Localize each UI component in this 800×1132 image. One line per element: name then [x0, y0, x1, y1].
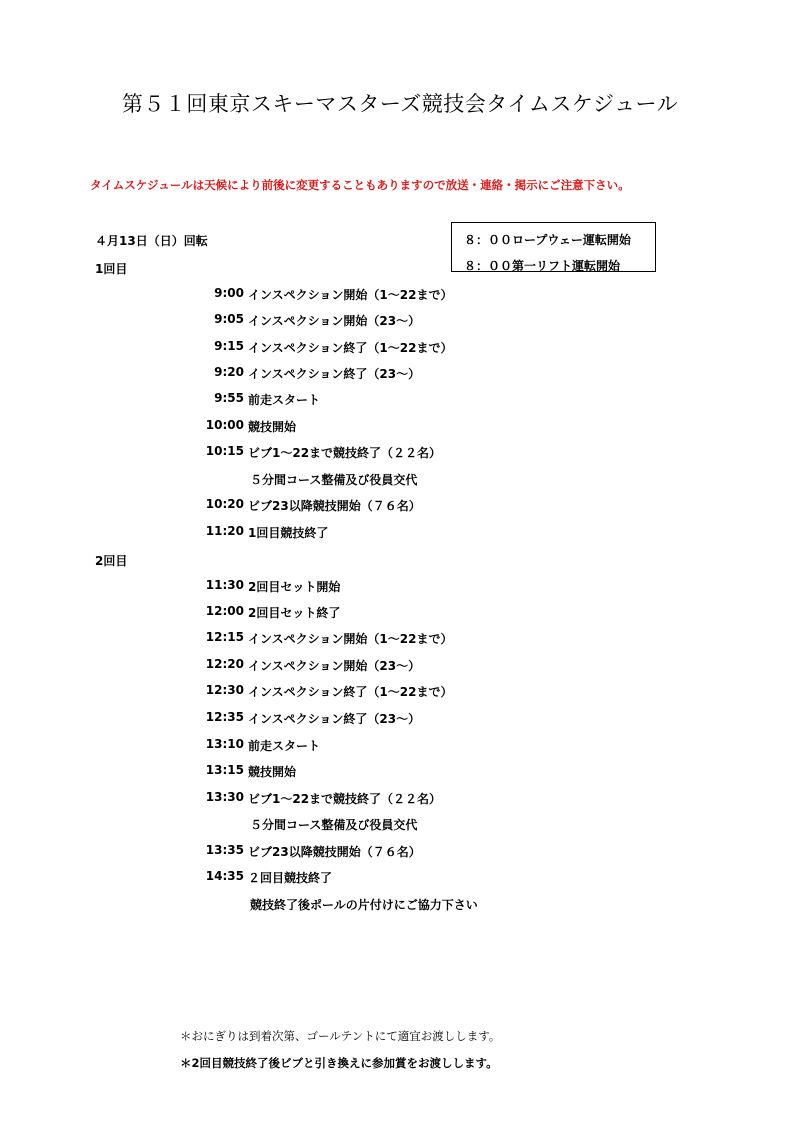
schedule-row — [200, 444, 441, 464]
schedule-row — [200, 790, 441, 810]
schedule-row — [200, 657, 420, 677]
schedule-row — [200, 843, 421, 863]
schedule-row — [200, 763, 296, 783]
schedule-desc: ビブ23以降競技開始（７６名） — [248, 845, 421, 859]
schedule-time: 9:20 — [214, 365, 244, 379]
participation-prize-note: ＊2回目競技終了後ビブと引き換えに参加賞をお渡しします。 — [180, 1056, 498, 1070]
pole-cleanup-note: 競技終了後ポールの片付けにご協力下さい — [250, 898, 478, 912]
lift-start: ８：００第一リフト運転開始 — [464, 259, 621, 273]
schedule-row — [200, 630, 452, 650]
course-maintenance-note: ５分間コース整備及び役員交代 — [250, 818, 418, 832]
schedule-time: 9:15 — [214, 339, 244, 353]
schedule-desc: インスペクション終了（1～22まで） — [248, 685, 453, 699]
schedule-desc: インスペクション終了（23～） — [248, 712, 421, 726]
schedule-row — [200, 365, 420, 385]
schedule-row — [200, 710, 420, 730]
schedule-row — [200, 418, 296, 438]
schedule-row — [200, 497, 421, 517]
schedule-desc: 1回目競技終了 — [248, 526, 329, 540]
schedule-time: 9:00 — [214, 286, 244, 300]
schedule-time: 13:15 — [205, 763, 244, 777]
schedule-desc: 前走スタート — [248, 393, 321, 407]
round1-label: 1回目 — [95, 262, 128, 276]
schedule-row — [200, 391, 320, 411]
schedule-desc: インスペクション開始（1～22まで） — [248, 632, 453, 646]
schedule-desc: インスペクション終了（1～22まで） — [248, 341, 453, 355]
schedule-row — [200, 286, 452, 306]
ropeway-start: ８：００ロープウェー運転開始 — [464, 233, 631, 247]
schedule-row — [200, 578, 340, 598]
course-maintenance-note: ５分間コース整備及び役員交代 — [250, 473, 418, 487]
schedule-desc: インスペクション終了（23～） — [248, 367, 421, 381]
schedule-desc: ビブ1～22まで競技終了（２２名） — [248, 446, 442, 460]
schedule-desc: インスペクション開始（23～） — [248, 659, 421, 673]
lift-info-box — [451, 222, 656, 272]
schedule-row — [200, 312, 420, 332]
page-title: 第５１回東京スキーマスターズ競技会タイムスケジュール — [121, 92, 679, 116]
schedule-desc: インスペクション開始（1～22まで） — [248, 288, 453, 302]
schedule-time: 14:35 — [205, 869, 244, 883]
schedule-desc: ２回目競技終了 — [248, 871, 333, 885]
schedule-desc: インスペクション開始（23～） — [248, 314, 421, 328]
schedule-desc: 競技開始 — [248, 765, 297, 779]
schedule-time: 11:20 — [205, 524, 244, 538]
schedule-time: 13:35 — [205, 843, 244, 857]
schedule-row — [200, 737, 320, 757]
schedule-row — [200, 604, 340, 624]
schedule-change-notice: タイムスケジュールは天候により前後に変更することもありますので放送・連絡・掲示にご注意下さい。 — [90, 178, 630, 192]
schedule-time: 12:15 — [205, 630, 244, 644]
schedule-row — [200, 683, 452, 703]
schedule-time: 9:05 — [214, 312, 244, 326]
onigiri-note: ＊おにぎりは到着次第、ゴールテントにて適宜お渡しします。 — [180, 1029, 501, 1043]
round2-label: 2回目 — [95, 554, 128, 568]
schedule-time: 12:20 — [205, 657, 244, 671]
schedule-time: 13:10 — [205, 737, 244, 751]
schedule-time: 9:55 — [214, 391, 244, 405]
schedule-desc: 2回目セット開始 — [248, 580, 341, 594]
schedule-desc: 競技開始 — [248, 420, 297, 434]
schedule-time: 12:30 — [205, 683, 244, 697]
schedule-row — [200, 869, 332, 889]
schedule-desc: ビブ1～22まで競技終了（２２名） — [248, 792, 442, 806]
schedule-time: 10:15 — [205, 444, 244, 458]
schedule-time: 13:30 — [205, 790, 244, 804]
schedule-time: 12:35 — [205, 710, 244, 724]
schedule-time: 10:20 — [205, 497, 244, 511]
event-date: ４月13日（日）回転 — [95, 234, 208, 248]
schedule-desc: ビブ23以降競技開始（７６名） — [248, 499, 421, 513]
schedule-time: 10:00 — [205, 418, 244, 432]
schedule-time: 12:00 — [205, 604, 244, 618]
schedule-desc: 2回目セット終了 — [248, 606, 341, 620]
schedule-row — [200, 339, 452, 359]
schedule-row — [200, 524, 328, 544]
schedule-desc: 前走スタート — [248, 739, 321, 753]
schedule-time: 11:30 — [205, 578, 244, 592]
